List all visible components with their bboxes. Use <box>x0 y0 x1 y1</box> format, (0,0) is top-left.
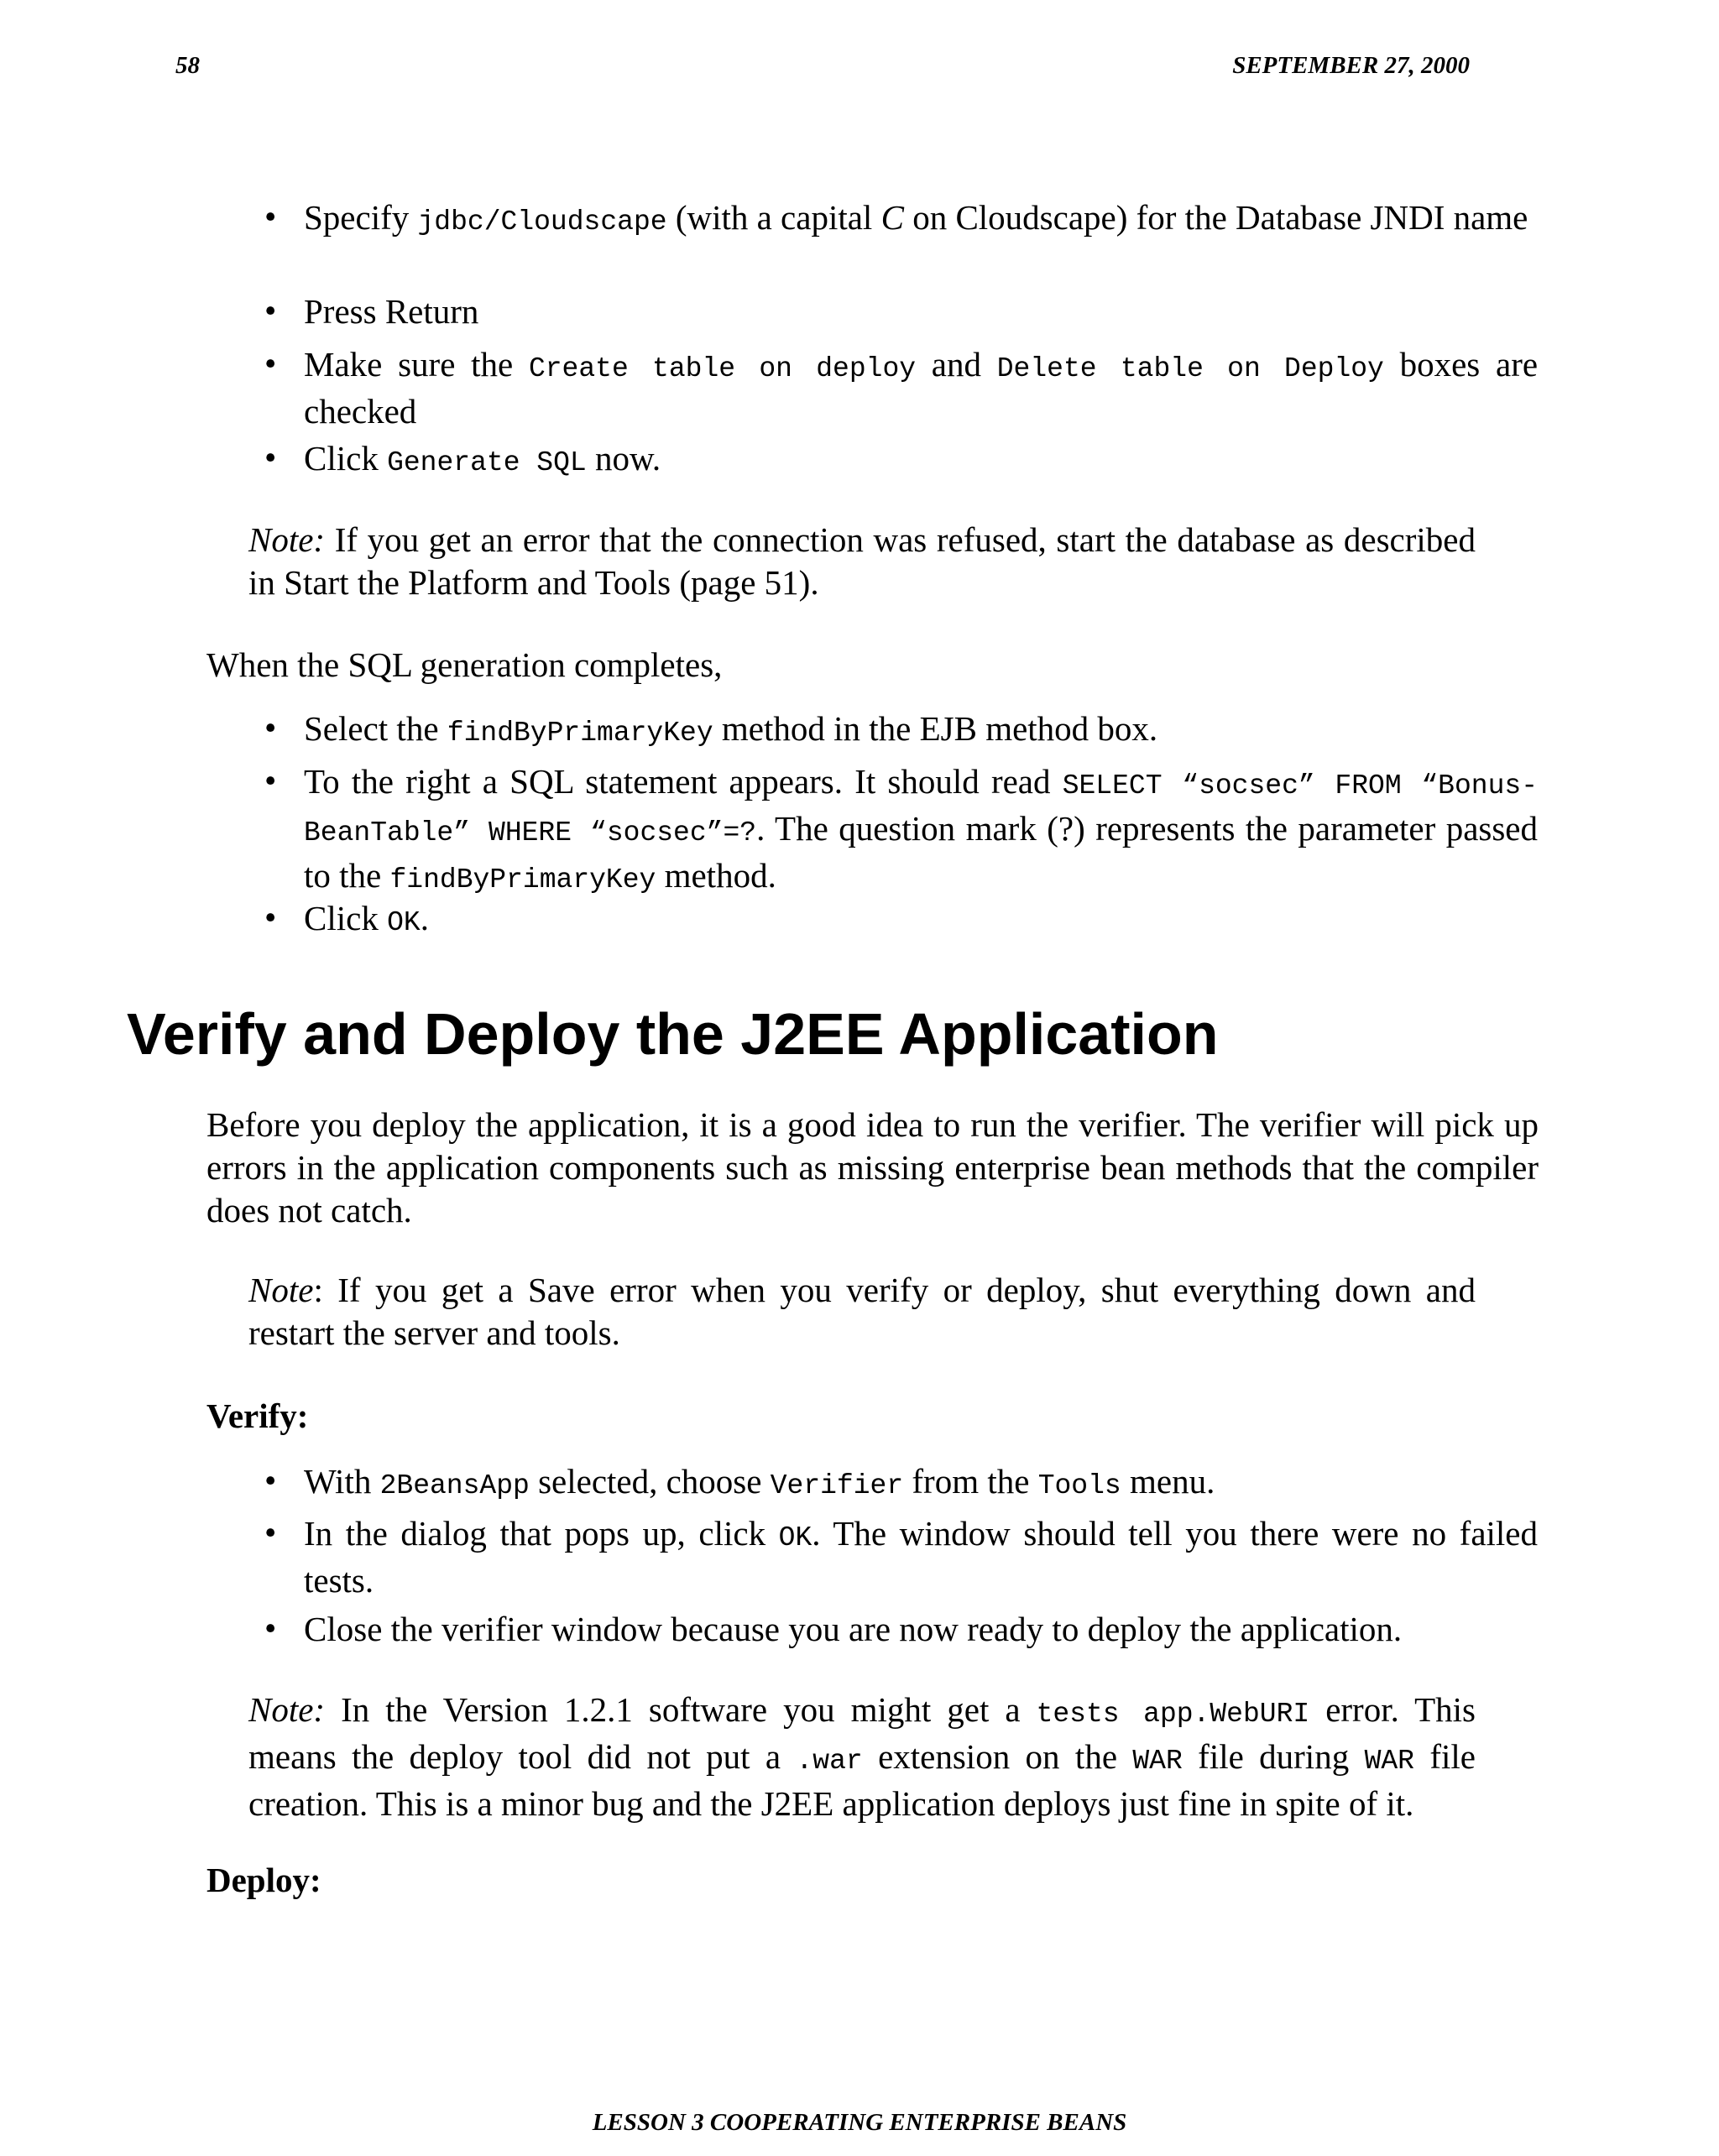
list-item: Click Generate SQL now. <box>304 439 661 478</box>
list-item: Click OK. <box>304 899 429 938</box>
subheading-verify: Verify: <box>206 1396 309 1435</box>
subheading-deploy: Deploy: <box>206 1861 321 1899</box>
list-item: To the right a SQL statement appears. It should read SELECT “socsec” FROM “Bonus- BeanTable” WHERE “socsec”=?. The question mark (?) represents the parameter passed to the findByPrimaryKey method. <box>304 762 1539 895</box>
note: Note: In the Version 1.2.1 software you might get a tests app.WebURI error. This means the deploy tool did not put a .war extension on the WAR file during WAR file creation. This is a minor bug and the J2EE application deploys just fine in spite of it. <box>248 1690 1476 1823</box>
note: Note: If you get an error that the connection was refused, start the database as described in Start the Platform and Tools (page 51). <box>248 520 1476 602</box>
bullet: • <box>264 197 277 236</box>
paragraph: When the SQL generation completes, <box>206 645 723 684</box>
list-item: In the dialog that pops up, click OK. The window should tell you there were no failed tests. <box>304 1514 1538 1600</box>
list-item: With 2BeansApp selected, choose Verifier from the Tools menu. <box>304 1462 1215 1501</box>
bullet: • <box>264 761 277 800</box>
list-item: Specify jdbc/Cloudscape (with a capital C on Cloudscape) for the Database JNDI name <box>304 198 1528 238</box>
bullet: • <box>264 1609 277 1647</box>
bullet: • <box>264 898 277 937</box>
bullet: • <box>264 438 277 477</box>
running-footer: LESSON 3 COOPERATING ENTERPRISE BEANS <box>592 2109 1127 2136</box>
list-item: Press Return <box>304 292 479 331</box>
bullet: • <box>264 708 277 747</box>
paragraph: Before you deploy the application, it is a good idea to run the verifier. The verifier will pick up errors in the application components such as missing enterprise bean methods that the compiler does not catch. <box>206 1105 1539 1229</box>
running-header-date: SEPTEMBER 27, 2000 <box>1232 52 1470 79</box>
page-number: 58 <box>175 52 200 79</box>
bullet: • <box>264 1461 277 1500</box>
bullet: • <box>264 291 277 330</box>
note: Note: If you get a Save error when you verify or deploy, shut everything down and restart the server and tools. <box>248 1271 1476 1352</box>
list-item: Make sure the Create table on deploy and Delete table on Deploy boxes are checked <box>304 345 1539 431</box>
list-item: Close the verifier window because you are now ready to deploy the application. <box>304 1610 1403 1648</box>
bullet: • <box>264 344 277 383</box>
bullet: • <box>264 1513 277 1552</box>
list-item: Select the findByPrimaryKey method in the EJB method box. <box>304 709 1158 749</box>
section-heading: Verify and Deploy the J2EE Application <box>127 1001 1219 1067</box>
